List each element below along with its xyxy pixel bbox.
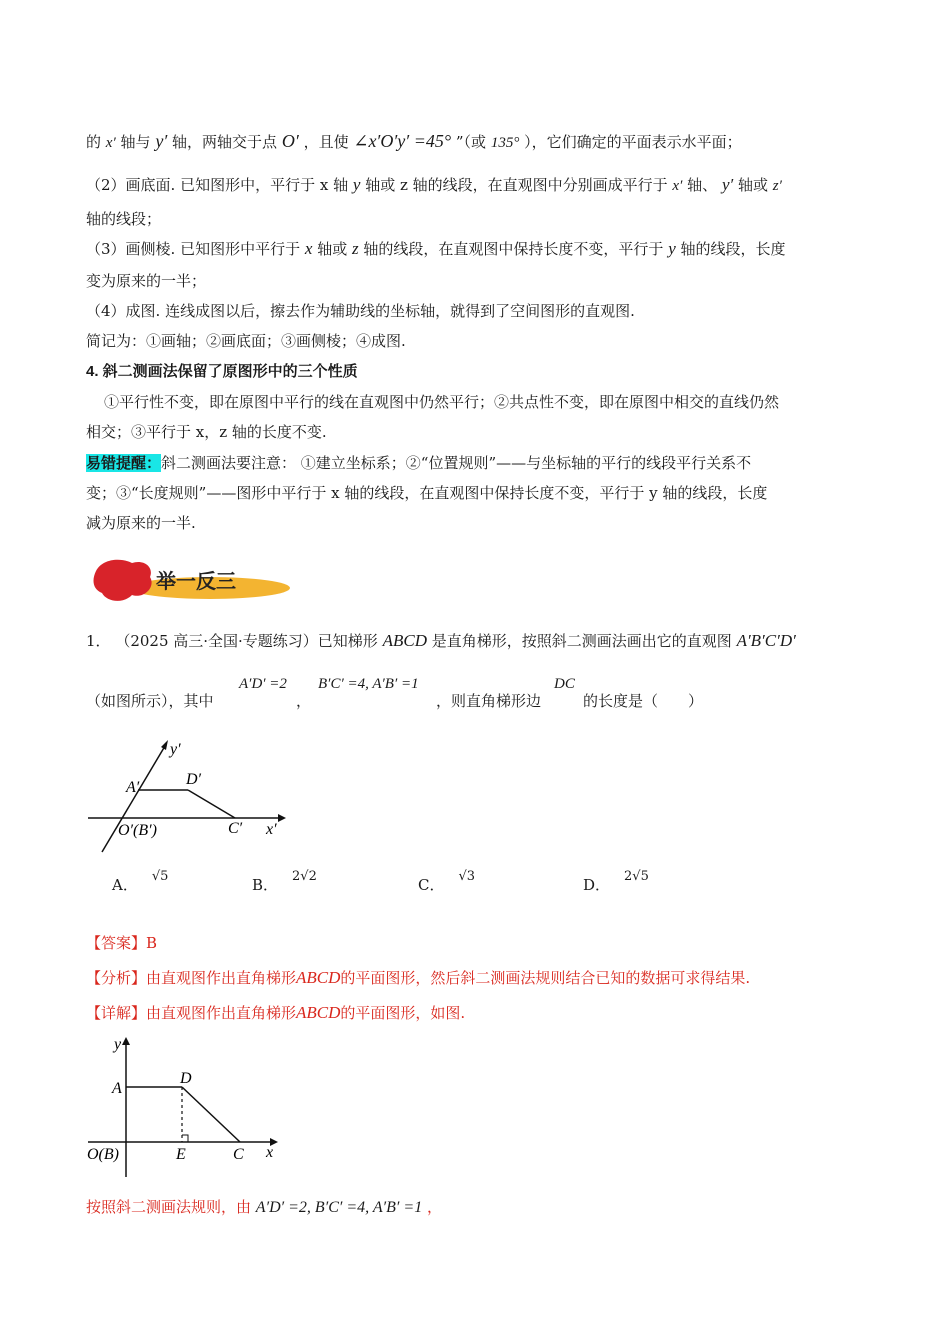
option-letter: C． (418, 876, 445, 894)
label-c-prime: C′ (228, 820, 243, 837)
text: 轴或 (317, 240, 348, 258)
math-abcd: ABCD (296, 1003, 341, 1022)
question-line1 (86, 630, 796, 652)
math-135: 135° (490, 135, 520, 151)
option-value: 2√2 (292, 869, 317, 884)
figure-oblique-view (80, 738, 300, 858)
text: 由直观图作出直角梯形 (146, 1004, 297, 1022)
label-y: y (114, 1036, 122, 1053)
tip-line2: 变；③“长度规则”——图形中平行于 x 轴的线段，在直观图中保持长度不变，平行于 y 轴的线段，长度 (86, 484, 768, 502)
final-line (86, 1196, 442, 1219)
step4-line: （4）成图. 连线成图以后，擦去作为辅助线的坐标轴，就得到了空间图形的直观图. (86, 302, 635, 320)
text: 的长度是（ ） (583, 692, 704, 710)
math-angle: ∠x′O′y′ =45° (353, 131, 452, 151)
text: 轴的线段，在直观图中保持长度不变，平行于 (363, 240, 664, 258)
text: ，则直角梯形边 (436, 692, 542, 710)
y-axis-arrow (161, 740, 168, 750)
banner-text: 举一反三 (156, 571, 236, 593)
section4-line1: ①平行性不变，即在原图中平行的线在直观图中仍然平行；②共点性不变，即在原图中相交的直线仍然 (104, 393, 780, 411)
right-angle-mark (182, 1135, 188, 1142)
option-letter: B． (252, 876, 279, 894)
y-axis-arrow (122, 1037, 130, 1045)
option-value: √5 (151, 869, 169, 884)
figure-plane-view (80, 1035, 300, 1185)
summary-line: 简记为：①画轴；②画底面；③画侧棱；④成图. (86, 332, 406, 350)
text: 的 (86, 133, 102, 151)
analysis-line (86, 967, 750, 989)
math-x-prime: x′ (105, 135, 116, 151)
text: 按照斜二测画法规则，由 (86, 1198, 252, 1216)
math-x: x (304, 239, 313, 258)
text: 轴的线段，长度 (680, 240, 786, 258)
text: （如图所示），其中 (86, 692, 214, 710)
math-conditions: A′D′ =2, B′C′ =4, A′B′ =1 (255, 1199, 423, 1216)
text: 轴或 (738, 176, 769, 194)
tip-line1 (86, 452, 751, 474)
option-value: 2√5 (624, 869, 649, 884)
text: （3）画侧棱. 已知图形中平行于 (86, 240, 301, 258)
math-condition1: A′D′ =2 (239, 676, 287, 692)
label-o-prime: O′(B′) (118, 822, 157, 839)
text: ），它们确定的平面表示水平面； (524, 133, 742, 151)
label-c: C (233, 1146, 244, 1163)
text: （2025 高三·全国·专题练习）已知梯形 (115, 632, 378, 650)
section-banner (92, 555, 292, 607)
segment-d-c (188, 790, 235, 818)
option-b[interactable] (252, 869, 317, 895)
text: 的平面图形，如图. (340, 1004, 466, 1022)
math-o-prime: O′ (281, 131, 299, 151)
label-d-prime: D′ (186, 771, 202, 788)
question-number: 1． (86, 632, 111, 650)
intro-line (86, 130, 742, 154)
text: 轴，两轴交于点 (172, 133, 278, 151)
text: 是直角梯形，按照斜二测画法画出它的直观图 (431, 632, 732, 650)
detail-label: 【详解】 (86, 1004, 147, 1022)
text: ， (427, 1198, 443, 1216)
analysis-label: 【分析】 (86, 969, 147, 987)
segment-d-c (182, 1087, 240, 1142)
math-x-prime: x′ (672, 178, 683, 194)
label-a: A (112, 1080, 122, 1097)
text: 轴与 (120, 133, 151, 151)
math-y: y (352, 175, 361, 194)
text: 的平面图形，然后斜二测画法规则结合已知的数据可求得结果. (340, 969, 751, 987)
text: ，且使 (303, 133, 349, 151)
math-y-prime: y′ (721, 175, 734, 194)
x-axis-arrow (278, 814, 286, 822)
tip-label: 易错提醒： (86, 454, 162, 472)
text: ”（或 (455, 133, 487, 151)
text: ， (296, 692, 312, 710)
label-x: x (266, 1144, 274, 1161)
math-z: z (352, 239, 359, 258)
math-abcd-prime: A′B′C′D′ (736, 631, 796, 650)
step3-line1 (86, 238, 786, 260)
text: 轴或 z 轴的线段，在直观图中分别画成平行于 (365, 176, 668, 194)
math-dc: DC (554, 676, 575, 692)
math-abcd: ABCD (382, 631, 427, 650)
label-a-prime: A′ (126, 779, 140, 796)
label-x-prime: x′ (266, 821, 277, 838)
text: 由直观图作出直角梯形 (146, 969, 297, 987)
option-a[interactable] (112, 869, 169, 895)
section4-title: 4. 斜二测画法保留了原图形中的三个性质 (86, 363, 358, 380)
label-e: E (176, 1146, 186, 1163)
text: （2）画底面. 已知图形中，平行于 x 轴 (86, 176, 349, 194)
label-y-prime: y′ (170, 741, 181, 758)
answer-value: B (146, 934, 158, 952)
math-condition2: B′C′ =4, A′B′ =1 (318, 676, 419, 692)
label-d: D (180, 1070, 192, 1087)
step2-line2: 轴的线段； (86, 210, 162, 228)
label-o-b: O(B) (87, 1146, 119, 1163)
math-y: y (668, 239, 676, 258)
math-abcd: ABCD (296, 968, 341, 987)
answer-label: 【答案】 (86, 934, 147, 952)
text: 斜二测画法要注意： ①建立坐标系；②“位置规则”——与坐标轴的平行的线段平行关系不 (161, 454, 752, 472)
option-d[interactable] (583, 869, 649, 895)
math-y-prime: y′ (155, 131, 168, 151)
tip-line3: 减为原来的一半. (86, 514, 196, 532)
text: 轴、 (687, 176, 718, 194)
option-c[interactable] (418, 869, 476, 895)
answer-line (86, 932, 157, 954)
option-value: √3 (458, 869, 476, 884)
section4-line2: 相交；③平行于 x，z 轴的长度不变. (86, 423, 327, 441)
question-line2 (86, 676, 866, 716)
math-z-prime: z′ (772, 178, 782, 194)
step2-line1 (86, 174, 782, 197)
banner-red-blob (94, 560, 152, 601)
option-letter: D． (583, 876, 611, 894)
option-letter: A． (112, 876, 138, 894)
step3-line2: 变为原来的一半； (86, 272, 207, 290)
detail-line (86, 1002, 465, 1024)
